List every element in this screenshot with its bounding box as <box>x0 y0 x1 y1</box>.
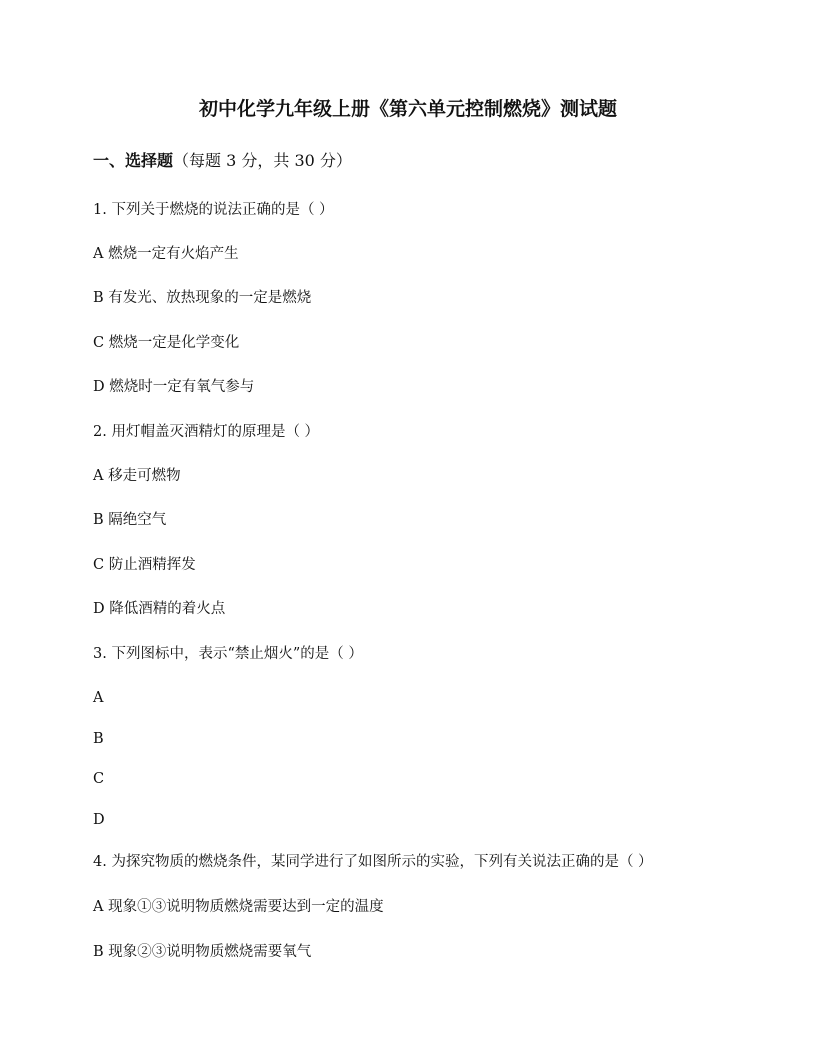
question-3-option-c: C <box>93 771 105 787</box>
question-3: 3. 下列图标中，表示“禁止烟火”的是（ ） <box>93 646 363 662</box>
section-heading-note: （每题 3 分，共 30 分） <box>173 151 352 170</box>
question-2-option-c: C 防止酒精挥发 <box>93 557 196 573</box>
question-1: 1. 下列关于燃烧的说法正确的是（ ） <box>93 202 334 218</box>
question-1-option-d: D 燃烧时一定有氧气参与 <box>93 379 255 395</box>
question-1-option-b: B 有发光、放热现象的一定是燃烧 <box>93 290 312 306</box>
section-heading-label: 一、选择题 <box>93 151 174 170</box>
question-2-option-a: A 移走可燃物 <box>93 468 181 484</box>
section-heading <box>93 147 352 175</box>
question-3-option-d: D <box>93 812 105 828</box>
question-3-option-a: A <box>93 690 104 706</box>
question-3-option-b: B <box>93 731 104 747</box>
question-2-option-d: D 降低酒精的着火点 <box>93 601 226 617</box>
question-2-option-b: B 隔绝空气 <box>93 512 167 528</box>
question-4: 4. 为探究物质的燃烧条件，某同学进行了如图所示的实验，下列有关说法正确的是（ ） <box>93 854 653 870</box>
document-title: 初中化学九年级上册《第六单元控制燃烧》测试题 <box>198 98 617 120</box>
question-1-option-c: C 燃烧一定是化学变化 <box>93 335 240 351</box>
question-4-option-b: B 现象②③说明物质燃烧需要氧气 <box>93 944 312 960</box>
question-2: 2. 用灯帽盖灭酒精灯的原理是（ ） <box>93 424 320 440</box>
question-1-option-a: A 燃烧一定有火焰产生 <box>93 246 239 262</box>
question-4-option-a: A 现象①③说明物质燃烧需要达到一定的温度 <box>93 899 384 915</box>
